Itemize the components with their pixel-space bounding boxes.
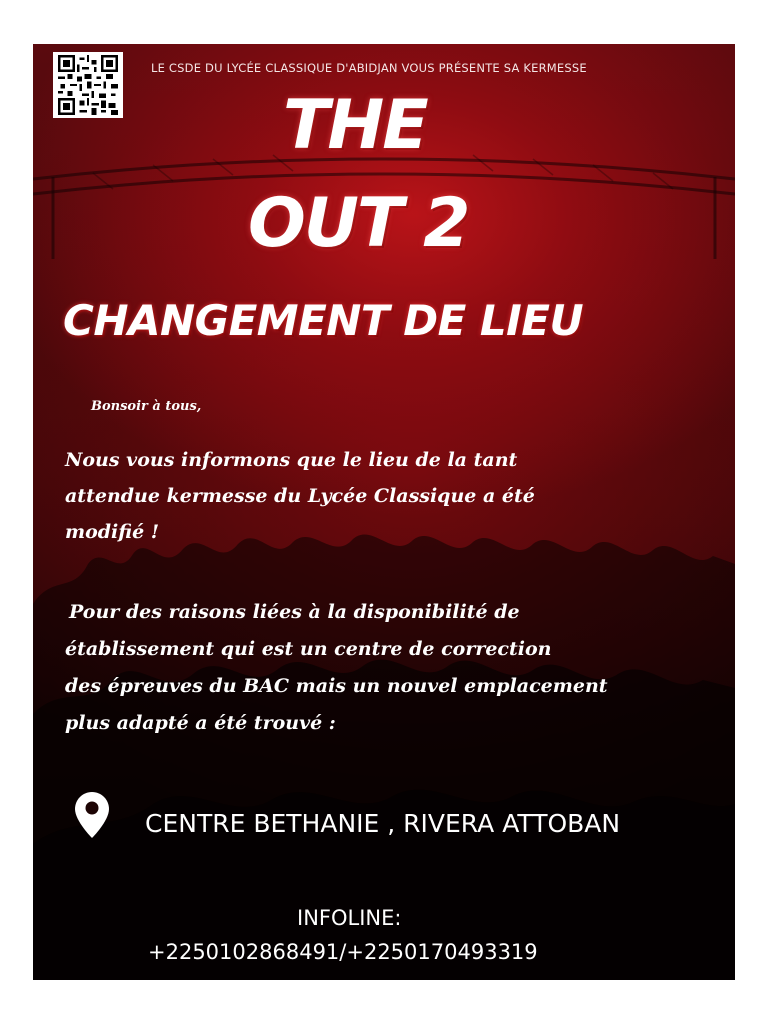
paragraph-1-line: modifié ! xyxy=(65,521,160,543)
venue-address: CENTRE BETHANIE , RIVERA ATTOBAN xyxy=(145,809,621,838)
infoline-phone-numbers: +2250102868491/+2250170493319 xyxy=(148,940,538,964)
paragraph-2-line: des épreuves du BAC mais un nouvel emplacement xyxy=(65,675,608,697)
location-pin-icon xyxy=(75,792,109,838)
poster xyxy=(33,44,735,980)
announcement-paragraph-2 xyxy=(65,594,735,742)
paragraph-2-line: établissement qui est un centre de correction xyxy=(65,638,552,660)
paragraph-1-line: attendue kermesse du Lycée Classique a été xyxy=(65,485,535,507)
infoline-label: INFOLINE: xyxy=(297,906,402,930)
announcement-paragraph-1 xyxy=(65,442,725,550)
paragraph-2-line: Pour des raisons liées à la disponibilité de xyxy=(69,601,520,623)
event-title-line-1: THE xyxy=(283,86,427,165)
greeting-text: Bonsoir à tous, xyxy=(91,399,202,414)
organizer-subtitle: LE CSDE DU LYCÉE CLASSIQUE D'ABIDJAN VOUS PRÉSENTE SA KERMESSE xyxy=(151,61,587,75)
event-title-line-2: OUT 2 xyxy=(248,184,469,263)
paragraph-2-line: plus adapté a été trouvé : xyxy=(65,712,336,734)
qr-code-icon xyxy=(53,52,123,118)
paragraph-1-line: Nous vous informons que le lieu de la tant xyxy=(65,449,518,471)
headline-change-of-venue: CHANGEMENT DE LIEU xyxy=(63,296,584,345)
